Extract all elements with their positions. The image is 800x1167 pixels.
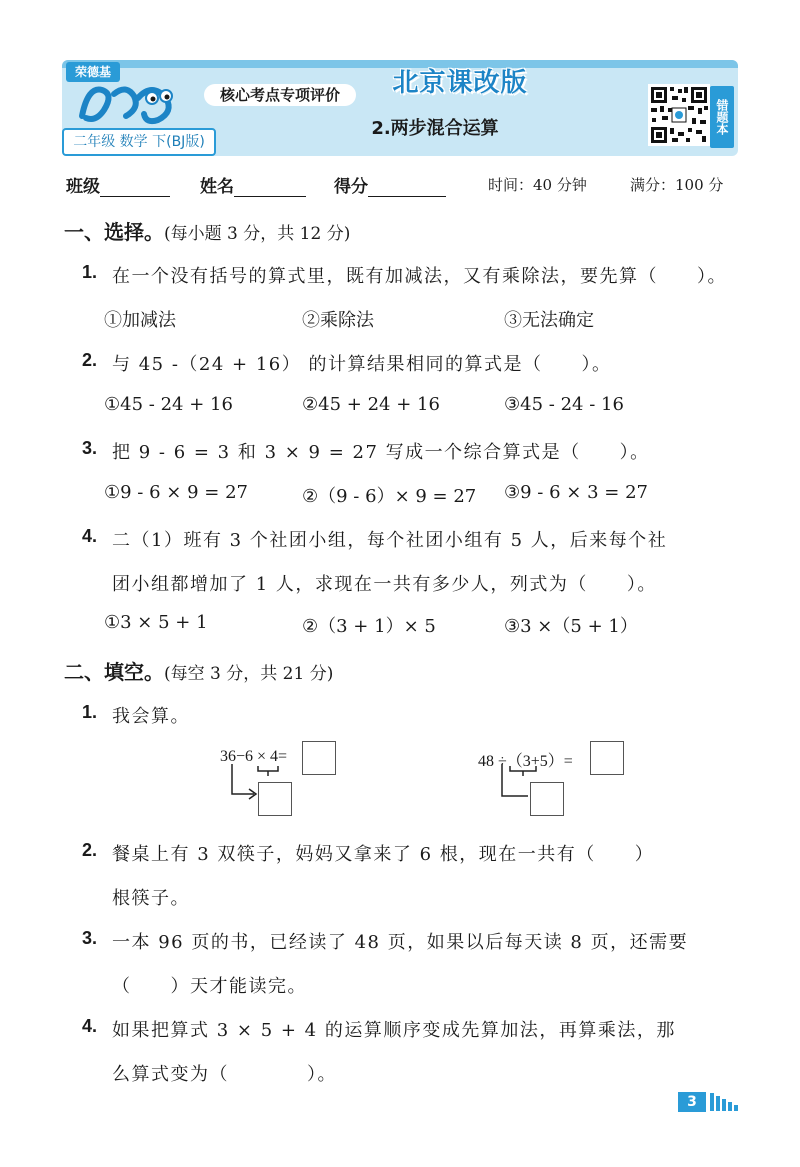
option-3[interactable]: ③3 ×（5 + 1） bbox=[504, 616, 638, 637]
name-label: 姓名 bbox=[200, 177, 234, 197]
question-text: 把 9 - 6 = 3 和 3 × 9 = 27 写成一个综合算式是（ ）。 bbox=[112, 442, 650, 463]
page-stripes-decoration bbox=[710, 1093, 740, 1111]
question-text: 团小组都增加了 1 人，求现在一共有多少人，列式为（ ）。 bbox=[112, 574, 657, 595]
edition-title: 北京课改版 bbox=[392, 68, 528, 98]
score-label: 得分 bbox=[334, 177, 368, 197]
option-3[interactable]: ③无法确定 bbox=[504, 310, 594, 331]
score-field[interactable] bbox=[334, 172, 446, 197]
qr-code-icon[interactable] bbox=[648, 84, 710, 146]
option-2[interactable]: ②45 + 24 + 16 bbox=[302, 394, 440, 415]
option-3[interactable]: ③45 - 24 - 16 bbox=[504, 394, 624, 415]
question-text: 餐桌上有 3 双筷子，妈妈又拿来了 6 根，现在一共有（ ） bbox=[112, 844, 655, 865]
option-1[interactable]: ①9 - 6 × 9 = 27 bbox=[104, 482, 248, 503]
question-number: 1. bbox=[82, 702, 98, 722]
option-1[interactable]: ①45 - 24 + 16 bbox=[104, 394, 233, 415]
question-text: 么算式变为（ ）。 bbox=[112, 1064, 337, 1085]
question-text: 一本 96 页的书，已经读了 48 页，如果以后每天读 8 页，还需要 bbox=[112, 932, 689, 953]
section2-title: 二、填空。 bbox=[64, 660, 164, 684]
publisher-label: 荣德基 bbox=[66, 62, 120, 82]
section1-title: 一、选择。 bbox=[64, 220, 164, 244]
grade-tag: 二年级 数学 下(BJ版) bbox=[62, 128, 216, 156]
wrong-book-tab[interactable]: 错题本 bbox=[710, 86, 734, 148]
calc2-step-answer-box[interactable] bbox=[530, 782, 564, 816]
question-number: 2. bbox=[82, 840, 98, 860]
calc1-final-answer-box[interactable] bbox=[302, 741, 336, 775]
question-text: 我会算。 bbox=[112, 706, 190, 727]
question-number: 4. bbox=[82, 1016, 98, 1036]
option-2[interactable]: ②（9 - 6）× 9 = 27 bbox=[302, 486, 477, 507]
name-blank[interactable] bbox=[234, 178, 306, 197]
question-number: 3. bbox=[82, 928, 98, 948]
option-3[interactable]: ③9 - 6 × 3 = 27 bbox=[504, 482, 648, 503]
name-field[interactable] bbox=[200, 172, 306, 197]
class-label: 班级 bbox=[66, 177, 100, 197]
question-number: 3. bbox=[82, 438, 98, 458]
question-number: 1. bbox=[82, 262, 98, 282]
score-blank[interactable] bbox=[368, 178, 446, 197]
calc2-final-answer-box[interactable] bbox=[590, 741, 624, 775]
class-field[interactable] bbox=[66, 172, 170, 197]
unit-title: 2.两步混合运算 bbox=[371, 118, 499, 139]
question-text: 根筷子。 bbox=[112, 888, 190, 909]
question-text: 在一个没有括号的算式里，既有加减法，又有乘除法，要先算（ ）。 bbox=[112, 266, 727, 287]
calc1-step-answer-box[interactable] bbox=[258, 782, 292, 816]
page-number: 3 bbox=[678, 1092, 706, 1112]
section1-heading bbox=[64, 216, 350, 245]
calc1-expression: 36−6 × 4= bbox=[220, 748, 288, 765]
question-text: （ ）天才能读完。 bbox=[112, 976, 307, 997]
option-1[interactable]: ①3 × 5 + 1 bbox=[104, 612, 208, 633]
calc2-expression: 48 ÷（3+5）= bbox=[478, 753, 573, 770]
full-score: 满分：100 分 bbox=[630, 176, 724, 194]
section2-note: (每空 3 分，共 21 分) bbox=[164, 664, 334, 684]
question-text: 如果把算式 3 × 5 + 4 的运算顺序变成先算加法，再算乘法，那 bbox=[112, 1020, 676, 1041]
section2-heading bbox=[64, 656, 333, 685]
section1-note: (每小题 3 分，共 12 分) bbox=[164, 224, 351, 244]
question-number: 4. bbox=[82, 526, 98, 546]
question-text: 与 45 -（24 + 16） 的计算结果相同的算式是（ ）。 bbox=[112, 354, 612, 375]
time-limit: 时间：40 分钟 bbox=[488, 176, 587, 194]
class-blank[interactable] bbox=[100, 178, 170, 197]
series-title: 核心考点专项评价 bbox=[204, 84, 356, 106]
option-2[interactable]: ②乘除法 bbox=[302, 310, 374, 331]
question-number: 2. bbox=[82, 350, 98, 370]
question-text: 二（1）班有 3 个社团小组，每个社团小组有 5 人，后来每个社 bbox=[112, 530, 668, 551]
brand-logo bbox=[74, 76, 182, 128]
option-2[interactable]: ②（3 + 1）× 5 bbox=[302, 616, 436, 637]
option-1[interactable]: ①加减法 bbox=[104, 310, 176, 331]
